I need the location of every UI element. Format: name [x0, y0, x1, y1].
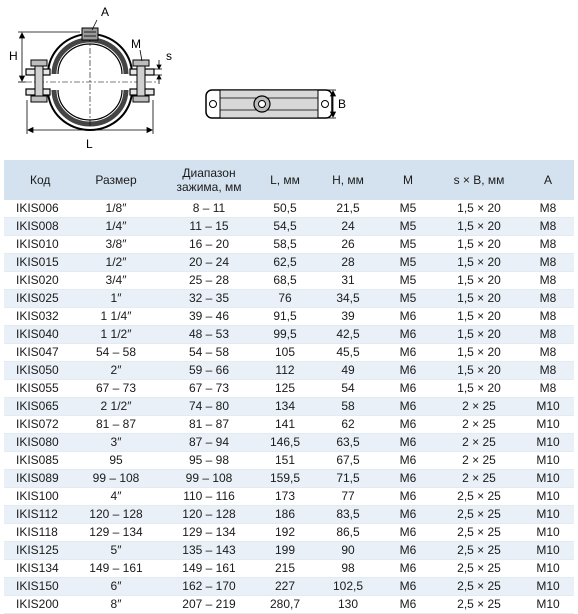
table-row: [4, 578, 574, 596]
cell-code: IKIS055: [4, 380, 68, 398]
cell-thread: M10: [522, 542, 574, 560]
table-row: [4, 308, 574, 326]
cell-height: 98: [316, 560, 380, 578]
cell-code: IKIS080: [4, 434, 68, 452]
cell-size: 4″: [68, 488, 164, 506]
cell-code: IKIS040: [4, 326, 68, 344]
cell-band: 1,5 × 20: [436, 218, 522, 236]
cell-bolt: M6: [380, 488, 436, 506]
cell-clamp-range: 99 – 108: [164, 470, 254, 488]
table-row: [4, 344, 574, 362]
cell-size: 54 – 58: [68, 344, 164, 362]
cell-height: 67,5: [316, 452, 380, 470]
cell-band: 1,5 × 20: [436, 200, 522, 218]
label-m: M: [131, 37, 141, 51]
cell-thread: M8: [522, 380, 574, 398]
cell-length: 112: [254, 362, 316, 380]
cell-bolt: M6: [380, 344, 436, 362]
cell-length: 68,5: [254, 272, 316, 290]
cell-clamp-range: 120 – 128: [164, 506, 254, 524]
cell-size: 67 – 73: [68, 380, 164, 398]
cell-size: 1 1/4″: [68, 308, 164, 326]
cell-clamp-range: 135 – 143: [164, 542, 254, 560]
cell-length: 146,5: [254, 434, 316, 452]
table-row: [4, 254, 574, 272]
cell-height: 86,5: [316, 524, 380, 542]
cell-bolt: M6: [380, 596, 436, 614]
cell-thread: M10: [522, 596, 574, 614]
cell-band: 2,5 × 25: [436, 488, 522, 506]
cell-height: 63,5: [316, 434, 380, 452]
clamp-top-view: [206, 90, 332, 118]
cell-size: 99 – 108: [68, 470, 164, 488]
cell-bolt: M6: [380, 308, 436, 326]
cell-code: IKIS085: [4, 452, 68, 470]
cell-code: IKIS118: [4, 524, 68, 542]
cell-clamp-range: 11 – 15: [164, 218, 254, 236]
cell-band: 2,5 × 25: [436, 524, 522, 542]
cell-code: IKIS047: [4, 344, 68, 362]
cell-size: 3″: [68, 434, 164, 452]
table-header: [4, 160, 574, 200]
table-row: [4, 488, 574, 506]
cell-clamp-range: 54 – 58: [164, 344, 254, 362]
cell-size: 3/4″: [68, 272, 164, 290]
dimension-l-label: L: [86, 137, 93, 151]
cell-size: 1″: [68, 290, 164, 308]
cell-code: IKIS072: [4, 416, 68, 434]
cell-bolt: M5: [380, 272, 436, 290]
cell-height: 58: [316, 398, 380, 416]
cell-height: 28: [316, 254, 380, 272]
table-row: [4, 272, 574, 290]
cell-band: 1,5 × 20: [436, 362, 522, 380]
cell-thread: M10: [522, 506, 574, 524]
label-m-leader: [140, 50, 142, 61]
cell-height: 130: [316, 596, 380, 614]
cell-clamp-range: 129 – 134: [164, 524, 254, 542]
cell-code: IKIS150: [4, 578, 68, 596]
cell-length: 91,5: [254, 308, 316, 326]
cell-bolt: M6: [380, 506, 436, 524]
cell-height: 31: [316, 272, 380, 290]
cell-height: 42,5: [316, 326, 380, 344]
header-thread: A: [543, 173, 552, 187]
cell-length: 50,5: [254, 200, 316, 218]
technical-drawing: [0, 0, 578, 158]
cell-thread: M10: [522, 434, 574, 452]
cell-bolt: M6: [380, 578, 436, 596]
cell-bolt: M5: [380, 218, 436, 236]
cell-height: 24: [316, 218, 380, 236]
cell-bolt: M5: [380, 200, 436, 218]
cell-thread: M8: [522, 218, 574, 236]
cell-size: 149 – 161: [68, 560, 164, 578]
header-length: L, мм: [270, 173, 300, 187]
table-row: [4, 470, 574, 488]
cell-thread: M8: [522, 236, 574, 254]
table-row: [4, 560, 574, 578]
dimension-b-label: B: [338, 97, 347, 111]
cell-length: 99,5: [254, 326, 316, 344]
label-a: A: [101, 5, 110, 19]
cell-clamp-range: 149 – 161: [164, 560, 254, 578]
cell-code: IKIS020: [4, 272, 68, 290]
cell-band: 2,5 × 25: [436, 506, 522, 524]
cell-height: 83,5: [316, 506, 380, 524]
cell-clamp-range: 81 – 87: [164, 416, 254, 434]
cell-length: 62,5: [254, 254, 316, 272]
cell-length: 173: [254, 488, 316, 506]
cell-thread: M8: [522, 200, 574, 218]
cell-thread: M10: [522, 560, 574, 578]
cell-length: 159,5: [254, 470, 316, 488]
cell-band: 1,5 × 20: [436, 380, 522, 398]
cell-code: IKIS134: [4, 560, 68, 578]
cell-band: 1,5 × 20: [436, 254, 522, 272]
cell-length: 186: [254, 506, 316, 524]
cell-length: 134: [254, 398, 316, 416]
header-height: H, мм: [332, 173, 364, 187]
cell-size: 2 1/2″: [68, 398, 164, 416]
cell-size: 2″: [68, 362, 164, 380]
cell-code: IKIS200: [4, 596, 68, 614]
cell-size: 1/4″: [68, 218, 164, 236]
cell-clamp-range: 32 – 35: [164, 290, 254, 308]
cell-length: 76: [254, 290, 316, 308]
table-row: [4, 200, 574, 218]
cell-bolt: M6: [380, 452, 436, 470]
cell-length: 54,5: [254, 218, 316, 236]
cell-bolt: M6: [380, 560, 436, 578]
cell-size: 1 1/2″: [68, 326, 164, 344]
table-row: [4, 416, 574, 434]
header-clamp-range: Диапазон зажима, мм: [176, 166, 242, 194]
cell-clamp-range: 25 – 28: [164, 272, 254, 290]
cell-band: 2,5 × 25: [436, 542, 522, 560]
table-row: [4, 218, 574, 236]
cell-thread: M8: [522, 308, 574, 326]
cell-length: 125: [254, 380, 316, 398]
cell-bolt: M6: [380, 398, 436, 416]
cell-thread: M10: [522, 452, 574, 470]
cell-height: 21,5: [316, 200, 380, 218]
cell-band: 1,5 × 20: [436, 272, 522, 290]
cell-length: 105: [254, 344, 316, 362]
cell-thread: M10: [522, 416, 574, 434]
cell-height: 71,5: [316, 470, 380, 488]
dimension-s: [154, 60, 162, 84]
cell-clamp-range: 39 – 46: [164, 308, 254, 326]
table-row: [4, 398, 574, 416]
cell-clamp-range: 207 – 219: [164, 596, 254, 614]
cell-thread: M10: [522, 398, 574, 416]
cell-band: 2 × 25: [436, 398, 522, 416]
header-size: Размер: [95, 173, 137, 187]
cell-clamp-range: 8 – 11: [164, 200, 254, 218]
table-row: [4, 290, 574, 308]
cell-length: 141: [254, 416, 316, 434]
cell-band: 2,5 × 25: [436, 578, 522, 596]
cell-length: 199: [254, 542, 316, 560]
cell-thread: M10: [522, 524, 574, 542]
cell-code: IKIS065: [4, 398, 68, 416]
header-row: [4, 160, 574, 200]
dimension-h-label: H: [9, 49, 18, 63]
cell-code: IKIS032: [4, 308, 68, 326]
cell-clamp-range: 95 – 98: [164, 452, 254, 470]
cell-bolt: M5: [380, 236, 436, 254]
cell-bolt: M6: [380, 380, 436, 398]
cell-size: 129 – 134: [68, 524, 164, 542]
cell-height: 102,5: [316, 578, 380, 596]
table-row: [4, 434, 574, 452]
cell-band: 1,5 × 20: [436, 308, 522, 326]
cell-clamp-range: 87 – 94: [164, 434, 254, 452]
table-row: [4, 236, 574, 254]
table-row: [4, 326, 574, 344]
header-band: s × B, мм: [453, 173, 505, 187]
cell-band: 2,5 × 25: [436, 596, 522, 614]
cell-band: 2 × 25: [436, 434, 522, 452]
cell-bolt: M5: [380, 254, 436, 272]
cell-thread: M8: [522, 254, 574, 272]
table-row: [4, 524, 574, 542]
cell-band: 2 × 25: [436, 470, 522, 488]
cell-clamp-range: 16 – 20: [164, 236, 254, 254]
cell-code: IKIS006: [4, 200, 68, 218]
table-row: [4, 542, 574, 560]
cell-clamp-range: 20 – 24: [164, 254, 254, 272]
cell-bolt: M6: [380, 470, 436, 488]
cell-code: IKIS125: [4, 542, 68, 560]
cell-length: 215: [254, 560, 316, 578]
cell-height: 39: [316, 308, 380, 326]
cell-thread: M8: [522, 344, 574, 362]
table-body: [4, 200, 574, 614]
cell-height: 90: [316, 542, 380, 560]
cell-thread: M8: [522, 272, 574, 290]
cell-height: 34,5: [316, 290, 380, 308]
cell-height: 49: [316, 362, 380, 380]
cell-length: 192: [254, 524, 316, 542]
header-code: Код: [30, 173, 51, 187]
cell-length: 227: [254, 578, 316, 596]
cell-thread: M10: [522, 488, 574, 506]
dimension-s-label: s: [166, 49, 172, 63]
cell-size: 5″: [68, 542, 164, 560]
cell-size: 8″: [68, 596, 164, 614]
cell-band: 1,5 × 20: [436, 236, 522, 254]
cell-code: IKIS089: [4, 470, 68, 488]
cell-size: 1/2″: [68, 254, 164, 272]
cell-bolt: M5: [380, 290, 436, 308]
cell-length: 58,5: [254, 236, 316, 254]
cell-code: IKIS100: [4, 488, 68, 506]
cell-thread: M10: [522, 578, 574, 596]
cell-code: IKIS008: [4, 218, 68, 236]
cell-band: 1,5 × 20: [436, 326, 522, 344]
cell-size: 1/8″: [68, 200, 164, 218]
cell-band: 1,5 × 20: [436, 290, 522, 308]
cell-clamp-range: 162 – 170: [164, 578, 254, 596]
cell-code: IKIS015: [4, 254, 68, 272]
cell-band: 2 × 25: [436, 416, 522, 434]
cell-bolt: M6: [380, 326, 436, 344]
cell-band: 2 × 25: [436, 452, 522, 470]
cell-size: 6″: [68, 578, 164, 596]
cell-band: 2,5 × 25: [436, 560, 522, 578]
cell-clamp-range: 110 – 116: [164, 488, 254, 506]
cell-code: IKIS050: [4, 362, 68, 380]
cell-height: 54: [316, 380, 380, 398]
cell-height: 26: [316, 236, 380, 254]
cell-length: 151: [254, 452, 316, 470]
cell-height: 62: [316, 416, 380, 434]
cell-thread: M8: [522, 326, 574, 344]
cell-clamp-range: 59 – 66: [164, 362, 254, 380]
cell-size: 95: [68, 452, 164, 470]
cell-bolt: M6: [380, 416, 436, 434]
cell-height: 45,5: [316, 344, 380, 362]
cell-clamp-range: 67 – 73: [164, 380, 254, 398]
cell-code: IKIS025: [4, 290, 68, 308]
cell-bolt: M6: [380, 542, 436, 560]
cell-length: 280,7: [254, 596, 316, 614]
cell-size: 81 – 87: [68, 416, 164, 434]
header-bolt: M: [403, 173, 413, 187]
cell-size: 120 – 128: [68, 506, 164, 524]
cell-size: 3/8″: [68, 236, 164, 254]
cell-bolt: M6: [380, 362, 436, 380]
table-row: [4, 506, 574, 524]
cell-thread: M8: [522, 290, 574, 308]
cell-clamp-range: 48 – 53: [164, 326, 254, 344]
table-row: [4, 452, 574, 470]
cell-code: IKIS010: [4, 236, 68, 254]
cell-clamp-range: 74 – 80: [164, 398, 254, 416]
specification-table: [4, 160, 574, 614]
cell-bolt: M6: [380, 524, 436, 542]
cell-thread: M8: [522, 362, 574, 380]
cell-code: IKIS112: [4, 506, 68, 524]
cell-bolt: M6: [380, 434, 436, 452]
table-row: [4, 380, 574, 398]
table-row: [4, 362, 574, 380]
table-row: [4, 596, 574, 614]
cell-thread: M10: [522, 470, 574, 488]
cell-band: 1,5 × 20: [436, 344, 522, 362]
cell-height: 77: [316, 488, 380, 506]
